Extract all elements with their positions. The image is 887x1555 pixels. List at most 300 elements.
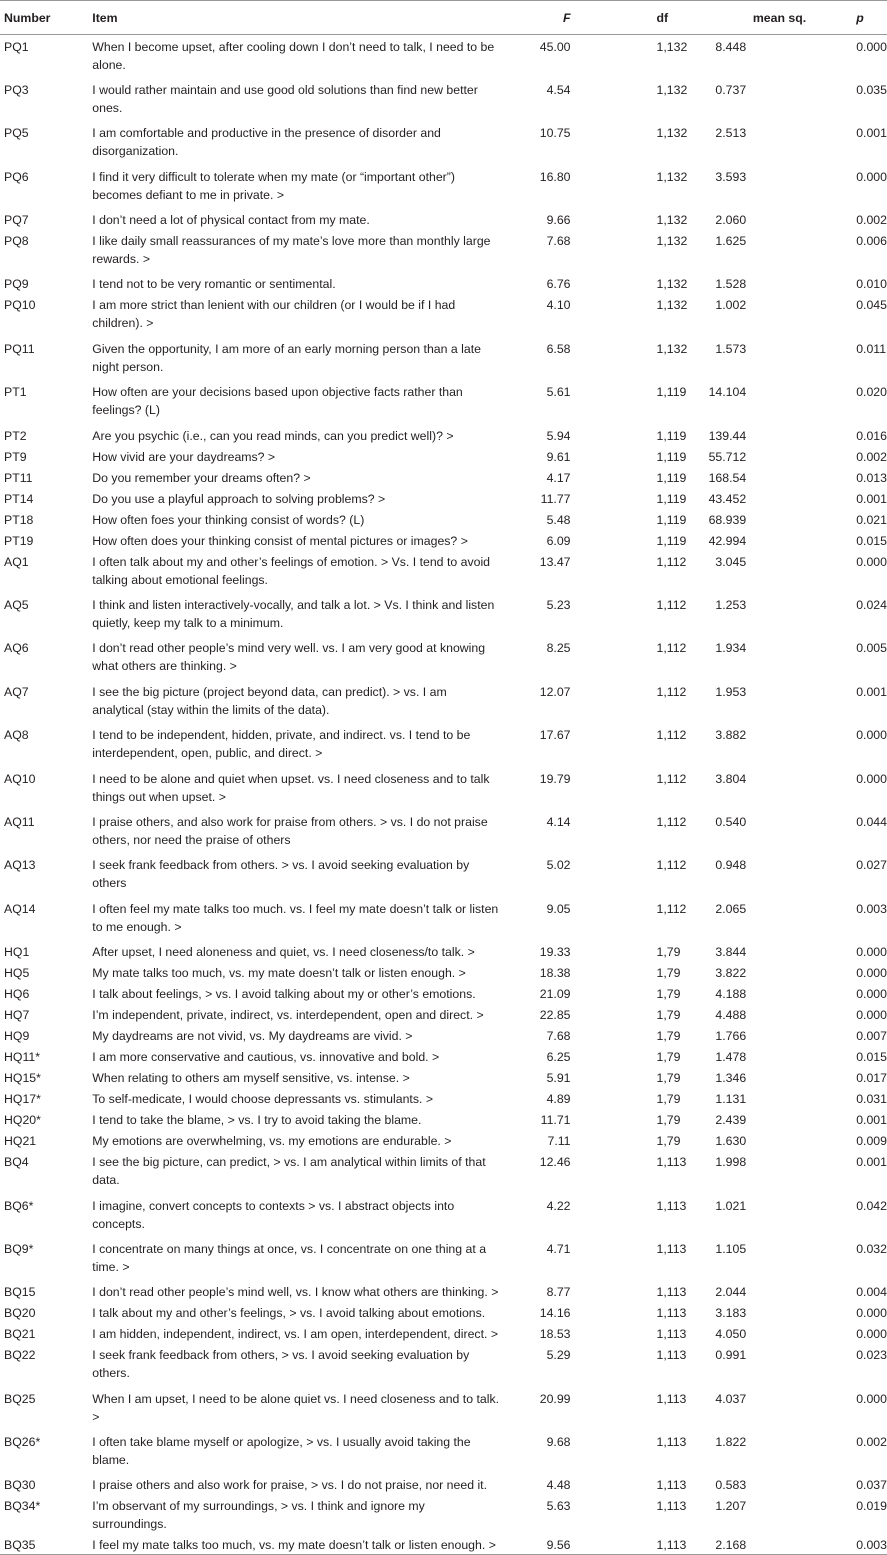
row-f: 4.14 xyxy=(546,814,571,829)
row-p: 0.015 xyxy=(856,1050,887,1065)
row-f: 9.68 xyxy=(546,1435,571,1450)
row-f: 12.07 xyxy=(539,684,571,699)
row-p: 0.045 xyxy=(856,298,887,313)
table-row xyxy=(0,529,887,550)
table-row xyxy=(0,1387,887,1430)
header-f xyxy=(499,1,570,35)
row-df: 1,79 xyxy=(656,1029,681,1044)
row-p: 0.003 xyxy=(806,1533,887,1555)
row-df: 1,113 xyxy=(656,1478,687,1493)
row-item: I like daily small reassurances of my mate’s love more than monthly large rewards. > xyxy=(92,234,491,267)
row-number: BQ15 xyxy=(4,1285,36,1300)
row-p: 0.037 xyxy=(856,1478,887,1493)
row-f: 4.48 xyxy=(546,1478,571,1493)
table-row xyxy=(0,1129,887,1150)
row-mean-sq: 2.168 xyxy=(693,1533,806,1555)
row-item: I often talk about my and other’s feelings of emotion. > Vs. I tend to avoid talking about emotional feelings. xyxy=(92,554,491,587)
row-mean-sq: 2.065 xyxy=(715,901,747,916)
row-mean-sq: 8.448 xyxy=(715,40,747,54)
row-mean-sq: 1.253 xyxy=(715,598,747,613)
row-item: I find it very difficult to tolerate when my mate (or “important other”) becomes defiant to me in private. > xyxy=(92,169,455,202)
row-p: 0.016 xyxy=(856,428,887,443)
row-mean-sq: 3.844 xyxy=(715,945,747,960)
row-item: To self-medicate, I would choose depressants vs. stimulants. > xyxy=(92,1092,433,1107)
row-p: 0.042 xyxy=(856,1198,887,1213)
row-item: My mate talks too much, vs. my mate doesn’t talk or listen enough. > xyxy=(92,966,466,981)
row-number: BQ35 xyxy=(0,1533,92,1555)
row-mean-sq: 0.583 xyxy=(715,1478,747,1493)
row-item: How vivid are your daydreams? > xyxy=(92,449,276,464)
row-number: PQ9 xyxy=(4,277,29,292)
row-f: 10.75 xyxy=(539,126,571,141)
row-df: 1,132 xyxy=(656,277,688,292)
table-row xyxy=(0,897,887,940)
row-mean-sq: 1.207 xyxy=(715,1499,747,1514)
header-p-label: p xyxy=(856,10,864,25)
row-p: 0.017 xyxy=(856,1071,887,1086)
row-df: 1,112 xyxy=(656,728,687,743)
row-number: PQ11 xyxy=(4,341,35,356)
table-row xyxy=(0,380,887,423)
row-df: 1,113 xyxy=(656,1306,687,1321)
row-mean-sq: 1.105 xyxy=(715,1241,747,1256)
header-mean-sq: mean sq. xyxy=(693,1,806,35)
row-f: 4.17 xyxy=(546,470,571,485)
table-row xyxy=(0,1280,887,1301)
row-item: I concentrate on many things at once, vs. I concentrate on one thing at a time. > xyxy=(92,1241,487,1274)
row-f: 4.54 xyxy=(546,82,571,97)
row-item: I am more strict than lenient with our children (or I would be if I had children). > xyxy=(92,298,456,331)
row-f: 11.77 xyxy=(540,491,571,506)
table-row xyxy=(0,487,887,508)
row-f: 5.02 xyxy=(546,858,571,873)
row-f: 6.76 xyxy=(546,277,571,292)
row-number: PQ1 xyxy=(4,40,29,54)
row-number: HQ21 xyxy=(4,1134,37,1149)
row-number: HQ1 xyxy=(4,945,30,960)
row-mean-sq: 4.188 xyxy=(715,987,747,1002)
row-df: 1,119 xyxy=(656,385,687,400)
table-row xyxy=(0,445,887,466)
table-row xyxy=(0,1045,887,1066)
table-row xyxy=(0,961,887,982)
row-df: 1,79 xyxy=(656,1113,681,1128)
row-f: 4.71 xyxy=(546,1241,571,1256)
row-p: 0.000 xyxy=(856,554,887,569)
row-mean-sq: 1.346 xyxy=(715,1071,747,1086)
row-number: AQ11 xyxy=(4,814,35,829)
table-row xyxy=(0,293,887,336)
table-body xyxy=(0,35,887,1555)
row-p: 0.023 xyxy=(856,1348,887,1363)
row-number: AQ1 xyxy=(4,554,29,569)
row-mean-sq: 1.131 xyxy=(715,1092,747,1107)
row-number: PT18 xyxy=(4,512,34,527)
row-mean-sq: 1.630 xyxy=(715,1134,747,1149)
row-f: 22.85 xyxy=(539,1008,571,1023)
row-number: BQ21 xyxy=(4,1327,36,1342)
row-number: PT14 xyxy=(4,491,34,506)
row-item: I often take blame myself or apologize, > vs. I usually avoid taking the blame. xyxy=(92,1435,471,1468)
row-item: I’m independent, private, indirect, vs. interdependent, open and direct. > xyxy=(92,1008,484,1023)
row-p: 0.024 xyxy=(856,598,887,613)
row-mean-sq: 0.991 xyxy=(715,1348,747,1363)
row-mean-sq: 4.488 xyxy=(715,1008,747,1023)
row-f: 18.53 xyxy=(539,1327,571,1342)
row-f: 7.68 xyxy=(546,234,571,249)
table-row xyxy=(0,1087,887,1108)
row-number: HQ9 xyxy=(4,1029,30,1044)
row-mean-sq: 2.060 xyxy=(715,213,747,228)
row-df: 1,79 xyxy=(656,1092,681,1107)
table-row xyxy=(0,272,887,293)
row-p: 0.027 xyxy=(856,858,887,873)
row-p: 0.000 xyxy=(856,771,887,786)
row-p: 0.044 xyxy=(856,814,887,829)
table-row xyxy=(0,35,887,78)
row-p: 0.004 xyxy=(856,1285,887,1300)
table-row xyxy=(0,1430,887,1473)
table-row xyxy=(0,723,887,766)
row-f: 20.99 xyxy=(539,1391,571,1406)
row-item: I am comfortable and productive in the presence of disorder and disorganization. xyxy=(92,126,441,159)
row-df: 1,113 xyxy=(656,1155,687,1170)
row-p: 0.019 xyxy=(856,1499,887,1514)
table-row xyxy=(0,1024,887,1045)
row-df: 1,113 xyxy=(656,1327,687,1342)
table-row xyxy=(0,767,887,810)
row-p: 0.000 xyxy=(856,1391,887,1406)
row-f: 5.23 xyxy=(546,598,571,613)
row-p: 0.000 xyxy=(856,966,887,981)
row-df: 1,113 xyxy=(656,1391,687,1406)
table-row xyxy=(0,636,887,679)
table-row xyxy=(0,853,887,896)
row-number: AQ8 xyxy=(4,728,29,743)
row-df: 1,132 xyxy=(656,40,688,54)
row-p: 0.000 xyxy=(856,1327,887,1342)
table-row xyxy=(0,1322,887,1343)
row-df: 1,113 xyxy=(571,1533,693,1555)
row-number: BQ20 xyxy=(4,1306,36,1321)
row-mean-sq: 0.948 xyxy=(715,858,747,873)
table-row xyxy=(0,1066,887,1087)
row-number: BQ30 xyxy=(4,1478,36,1493)
row-f: 5.29 xyxy=(546,1348,571,1363)
row-number: AQ10 xyxy=(4,771,36,786)
table-row xyxy=(0,165,887,208)
row-mean-sq: 2.044 xyxy=(715,1285,747,1300)
row-p: 0.000 xyxy=(856,1008,887,1023)
row-item: I seek frank feedback from others. > vs. I avoid seeking evaluation by others xyxy=(92,858,470,891)
row-f: 16.80 xyxy=(539,169,571,184)
row-p: 0.006 xyxy=(856,234,887,249)
row-f: 17.67 xyxy=(539,728,571,743)
table-row xyxy=(0,982,887,1003)
row-df: 1,119 xyxy=(656,449,687,464)
row-f: 8.25 xyxy=(546,641,571,656)
row-f: 6.09 xyxy=(546,533,571,548)
row-p: 0.001 xyxy=(856,491,887,506)
row-number: HQ11* xyxy=(4,1050,40,1065)
row-item: I see the big picture (project beyond data, can predict). > vs. I am analytical (stay within the limits of the data). xyxy=(92,684,447,717)
row-item: I seek frank feedback from others, > vs. I avoid seeking evaluation by others. xyxy=(92,1348,470,1381)
row-number: HQ15* xyxy=(4,1071,41,1086)
row-df: 1,132 xyxy=(656,169,688,184)
row-number: BQ25 xyxy=(4,1391,36,1406)
row-f: 21.09 xyxy=(539,987,571,1002)
row-number: PQ10 xyxy=(4,298,36,313)
row-mean-sq: 3.593 xyxy=(715,169,747,184)
row-f: 19.79 xyxy=(539,771,571,786)
row-f: 5.91 xyxy=(546,1071,571,1086)
row-df: 1,113 xyxy=(656,1241,687,1256)
row-item: I don’t read other people’s mind well, vs. I know what others are thinking. > xyxy=(92,1285,499,1300)
row-p: 0.002 xyxy=(856,1435,887,1450)
row-df: 1,119 xyxy=(656,512,687,527)
table-row xyxy=(0,1237,887,1280)
row-mean-sq: 3.045 xyxy=(715,554,747,569)
row-p: 0.002 xyxy=(856,213,887,228)
row-mean-sq: 1.573 xyxy=(715,341,747,356)
row-f: 5.48 xyxy=(546,512,571,527)
row-number: BQ9* xyxy=(4,1241,34,1256)
row-item: After upset, I need aloneness and quiet, vs. I need closeness/to talk. > xyxy=(92,945,475,960)
row-p: 0.020 xyxy=(856,385,887,400)
row-f: 19.33 xyxy=(539,945,571,960)
row-p: 0.002 xyxy=(856,449,887,464)
row-p: 0.001 xyxy=(856,126,887,141)
row-p: 0.015 xyxy=(856,533,887,548)
row-df: 1,112 xyxy=(656,598,687,613)
row-df: 1,132 xyxy=(656,213,688,228)
row-mean-sq: 139.44 xyxy=(708,428,747,443)
row-p: 0.011 xyxy=(856,341,887,356)
row-f: 6.25 xyxy=(546,1050,571,1065)
row-p: 0.032 xyxy=(856,1241,887,1256)
header-p xyxy=(806,1,887,35)
row-number: AQ6 xyxy=(4,641,29,656)
row-item: My daydreams are not vivid, vs. My daydreams are vivid. > xyxy=(92,1029,413,1044)
row-p: 0.031 xyxy=(856,1092,887,1107)
row-p: 0.000 xyxy=(856,1306,887,1321)
table-row xyxy=(0,1343,887,1386)
table-row xyxy=(0,1533,887,1555)
row-f: 4.22 xyxy=(546,1198,571,1213)
row-f: 9.56 xyxy=(499,1533,570,1555)
row-item: I tend to be independent, hidden, private, and indirect. vs. I tend to be interdependent, open, public, and direct. > xyxy=(92,728,471,761)
row-f: 18.38 xyxy=(539,966,571,981)
row-number: HQ7 xyxy=(4,1008,30,1023)
row-df: 1,112 xyxy=(656,554,687,569)
table-row xyxy=(0,1194,887,1237)
table-row xyxy=(0,593,887,636)
row-df: 1,79 xyxy=(656,1071,681,1086)
table-row xyxy=(0,550,887,593)
row-number: PT1 xyxy=(4,385,27,400)
row-item: I don’t need a lot of physical contact from my mate. xyxy=(92,213,370,228)
header-number: Number xyxy=(0,1,92,35)
row-item: When I become upset, after cooling down I don’t need to talk, I need to be alone. xyxy=(92,40,495,72)
row-df: 1,132 xyxy=(656,298,688,313)
row-f: 5.94 xyxy=(546,428,571,443)
table-row xyxy=(0,1150,887,1193)
row-item: I often feel my mate talks too much. vs. I feel my mate doesn’t talk or listen to me enough. > xyxy=(92,901,499,934)
row-f: 5.61 xyxy=(546,385,571,400)
row-item: I don’t read other people’s mind very well. vs. I am very good at knowing what others are thinking. > xyxy=(92,641,486,674)
row-df: 1,79 xyxy=(656,1050,681,1065)
row-item: I’m observant of my surroundings, > vs. I think and ignore my surroundings. xyxy=(92,1499,425,1532)
row-p: 0.000 xyxy=(856,169,887,184)
row-df: 1,119 xyxy=(656,470,687,485)
header-df: df xyxy=(571,1,693,35)
row-df: 1,132 xyxy=(656,126,688,141)
row-f: 6.58 xyxy=(546,341,571,356)
row-p: 0.000 xyxy=(856,728,887,743)
row-mean-sq: 0.737 xyxy=(715,82,747,97)
row-item: I am more conservative and cautious, vs. innovative and bold. > xyxy=(92,1050,440,1065)
row-item: I talk about my and other’s feelings, > vs. I avoid talking about emotions. xyxy=(92,1306,486,1321)
row-item: I see the big picture, can predict, > vs. I am analytical within limits of that data. xyxy=(92,1155,486,1188)
row-p: 0.000 xyxy=(856,945,887,960)
row-f: 8.77 xyxy=(546,1285,571,1300)
row-item: Given the opportunity, I am more of an early morning person than a late night person. xyxy=(92,341,481,374)
row-f: 7.68 xyxy=(546,1029,571,1044)
row-item: I think and listen interactively-vocally, and talk a lot. > Vs. I think and listen quietly, keep my talk to a minimum. xyxy=(92,598,495,631)
row-mean-sq: 1.528 xyxy=(715,277,747,292)
row-number: PT9 xyxy=(4,449,27,464)
table-row xyxy=(0,1108,887,1129)
row-f: 11.71 xyxy=(540,1113,571,1128)
row-item: When relating to others am myself sensitive, vs. intense. > xyxy=(92,1071,410,1086)
row-number: PT19 xyxy=(4,533,34,548)
row-mean-sq: 2.513 xyxy=(715,126,747,141)
row-mean-sq: 4.037 xyxy=(715,1391,747,1406)
table-row xyxy=(0,680,887,723)
row-p: 0.001 xyxy=(856,1155,887,1170)
row-p: 0.005 xyxy=(856,641,887,656)
table-row xyxy=(0,229,887,272)
row-p: 0.021 xyxy=(856,512,887,527)
row-p: 0.007 xyxy=(856,1029,887,1044)
row-item: I feel my mate talks too much, vs. my mate doesn’t talk or listen enough. > xyxy=(92,1533,499,1555)
table-row xyxy=(0,1473,887,1494)
row-df: 1,79 xyxy=(656,966,681,981)
header-row xyxy=(0,1,887,35)
row-item: How often are your decisions based upon objective facts rather than feelings? (L) xyxy=(92,385,463,418)
row-item: I need to be alone and quiet when upset. vs. I need closeness and to talk things out when upset. > xyxy=(92,771,490,804)
row-item: When I am upset, I need to be alone quiet vs. I need closeness and to talk. > xyxy=(92,1391,500,1424)
table-row xyxy=(0,424,887,445)
row-number: AQ13 xyxy=(4,858,36,873)
row-f: 7.11 xyxy=(547,1134,571,1149)
row-f: 4.89 xyxy=(546,1092,571,1107)
row-item: How often foes your thinking consist of words? (L) xyxy=(92,512,365,527)
row-df: 1,132 xyxy=(656,234,688,249)
row-df: 1,113 xyxy=(656,1198,687,1213)
row-mean-sq: 1.002 xyxy=(715,298,747,313)
row-item: I imagine, convert concepts to contexts > vs. I abstract objects into concepts. xyxy=(92,1198,455,1231)
row-number: AQ5 xyxy=(4,598,29,613)
row-mean-sq: 1.998 xyxy=(715,1155,747,1170)
row-f: 9.05 xyxy=(546,901,571,916)
table-row xyxy=(0,337,887,380)
row-item: Do you use a playful approach to solving problems? > xyxy=(92,491,386,506)
row-mean-sq: 3.882 xyxy=(715,728,747,743)
row-mean-sq: 42.994 xyxy=(708,533,747,548)
row-number: PQ5 xyxy=(4,126,29,141)
table-row xyxy=(0,810,887,853)
row-item: I praise others, and also work for praise from others. > vs. I do not praise others, nor need the praise of others xyxy=(92,814,488,847)
table-row xyxy=(0,508,887,529)
row-mean-sq: 14.104 xyxy=(708,385,747,400)
row-number: HQ17* xyxy=(4,1092,41,1107)
row-df: 1,113 xyxy=(656,1348,687,1363)
row-mean-sq: 3.822 xyxy=(715,966,747,981)
row-mean-sq: 1.953 xyxy=(715,684,747,699)
row-number: PT2 xyxy=(4,428,27,443)
row-df: 1,112 xyxy=(656,858,687,873)
row-df: 1,113 xyxy=(656,1285,687,1300)
row-mean-sq: 68.939 xyxy=(708,512,747,527)
table-row xyxy=(0,940,887,961)
row-mean-sq: 1.021 xyxy=(715,1198,747,1213)
row-mean-sq: 55.712 xyxy=(708,449,747,464)
row-mean-sq: 1.822 xyxy=(715,1435,747,1450)
row-df: 1,113 xyxy=(656,1499,687,1514)
row-number: HQ20* xyxy=(4,1113,41,1128)
row-mean-sq: 43.452 xyxy=(708,491,747,506)
row-p: 0.009 xyxy=(856,1134,887,1149)
row-number: HQ6 xyxy=(4,987,30,1002)
row-mean-sq: 0.540 xyxy=(715,814,747,829)
row-f: 5.63 xyxy=(546,1499,571,1514)
table-row xyxy=(0,121,887,164)
row-item: I tend not to be very romantic or sentimental. xyxy=(92,277,336,292)
table-row xyxy=(0,208,887,229)
row-number: AQ7 xyxy=(4,684,29,699)
table-row xyxy=(0,1301,887,1322)
row-mean-sq: 1.766 xyxy=(715,1029,747,1044)
row-df: 1,79 xyxy=(656,945,681,960)
row-f: 45.00 xyxy=(539,40,571,54)
row-df: 1,132 xyxy=(656,82,688,97)
row-mean-sq: 1.478 xyxy=(715,1050,747,1065)
row-number: PQ8 xyxy=(4,234,29,249)
row-df: 1,113 xyxy=(656,1435,687,1450)
row-p: 0.001 xyxy=(856,1113,887,1128)
row-f: 4.10 xyxy=(546,298,571,313)
row-item: My emotions are overwhelming, vs. my emotions are endurable. > xyxy=(92,1134,452,1149)
row-p: 0.035 xyxy=(856,82,887,97)
row-df: 1,112 xyxy=(656,901,687,916)
row-p: 0.000 xyxy=(856,987,887,1002)
row-mean-sq: 1.934 xyxy=(715,641,747,656)
row-item: Do you remember your dreams often? > xyxy=(92,470,311,485)
row-item: I talk about feelings, > vs. I avoid talking about my or other’s emotions. xyxy=(92,987,476,1002)
row-df: 1,112 xyxy=(656,771,687,786)
row-number: BQ4 xyxy=(4,1155,29,1170)
row-mean-sq: 168.54 xyxy=(708,470,747,485)
header-f-label: F xyxy=(563,10,571,25)
row-f: 12.46 xyxy=(539,1155,571,1170)
row-df: 1,119 xyxy=(656,533,687,548)
row-number: BQ22 xyxy=(4,1348,36,1363)
row-p: 0.010 xyxy=(856,277,887,292)
row-item: I am hidden, independent, indirect, vs. I am open, interdependent, direct. > xyxy=(92,1327,498,1342)
row-f: 13.47 xyxy=(539,554,571,569)
row-df: 1,119 xyxy=(656,491,687,506)
